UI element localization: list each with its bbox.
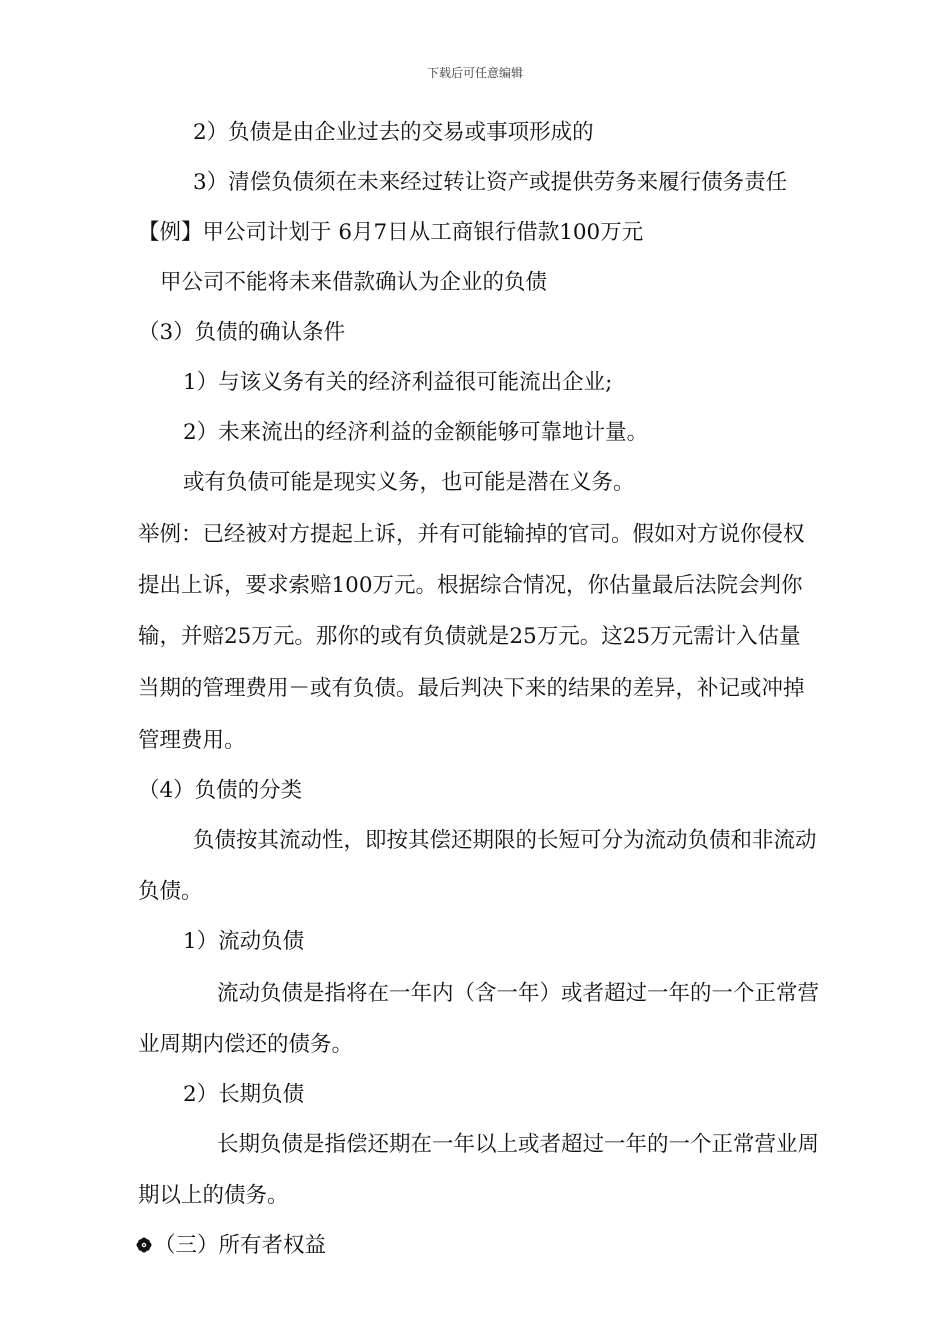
text-line: 2）未来流出的经济利益的金额能够可靠地计量。 <box>183 420 649 445</box>
text-line: 或有负债可能是现实义务，也可能是潜在义务。 <box>183 470 635 495</box>
text-line: 负债按其流动性，即按其偿还期限的长短可分为流动负债和非流动 <box>193 828 817 853</box>
text-line: 当期的管理费用－或有负债。最后判决下来的结果的差异，补记或冲掉 <box>138 676 805 701</box>
section-heading-row <box>136 1231 326 1261</box>
text-line: 业周期内偿还的债务。 <box>138 1032 354 1057</box>
text-line: 甲公司不能将未来借款确认为企业的负债 <box>160 270 548 295</box>
example-line: 【例】甲公司计划于 6月7日从工商银行借款100万元 <box>138 220 644 245</box>
text-line: 举例：已经被对方提起上诉，并有可能输掉的官司。假如对方说你侵权 <box>138 522 805 547</box>
subsection-heading: 1）流动负债 <box>183 929 305 954</box>
subsection-heading: 2）长期负债 <box>183 1082 305 1107</box>
text-line: 提出上诉，要求索赔100万元。根据综合情况，你估量最后法院会判你 <box>138 573 803 598</box>
text-line: 管理费用。 <box>138 728 246 753</box>
flower-icon <box>136 1232 152 1248</box>
text-line: 输，并赔25万元。那你的或有负债就是25万元。这25万元需计入估量 <box>138 624 801 649</box>
section-heading: （4）负债的分类 <box>138 778 303 803</box>
text-line: 期以上的债务。 <box>138 1183 289 1208</box>
section-heading: （3）负债的确认条件 <box>138 320 346 345</box>
text-line: 长期负债是指偿还期在一年以上或者超过一年的一个正常营业周 <box>217 1132 820 1157</box>
page-header: 下载后可任意编辑 <box>426 66 523 80</box>
text-line: 3）清偿负债须在未来经过转让资产或提供劳务来履行债务责任 <box>193 170 788 195</box>
text-line: 负债。 <box>138 879 203 904</box>
text-line: 2）负债是由企业过去的交易或事项形成的 <box>193 120 594 145</box>
section-heading: （三）所有者权益 <box>154 1233 327 1258</box>
text-line: 1）与该义务有关的经济利益很可能流出企业; <box>183 370 613 395</box>
text-line: 流动负债是指将在一年内（含一年）或者超过一年的一个正常营 <box>217 981 820 1006</box>
